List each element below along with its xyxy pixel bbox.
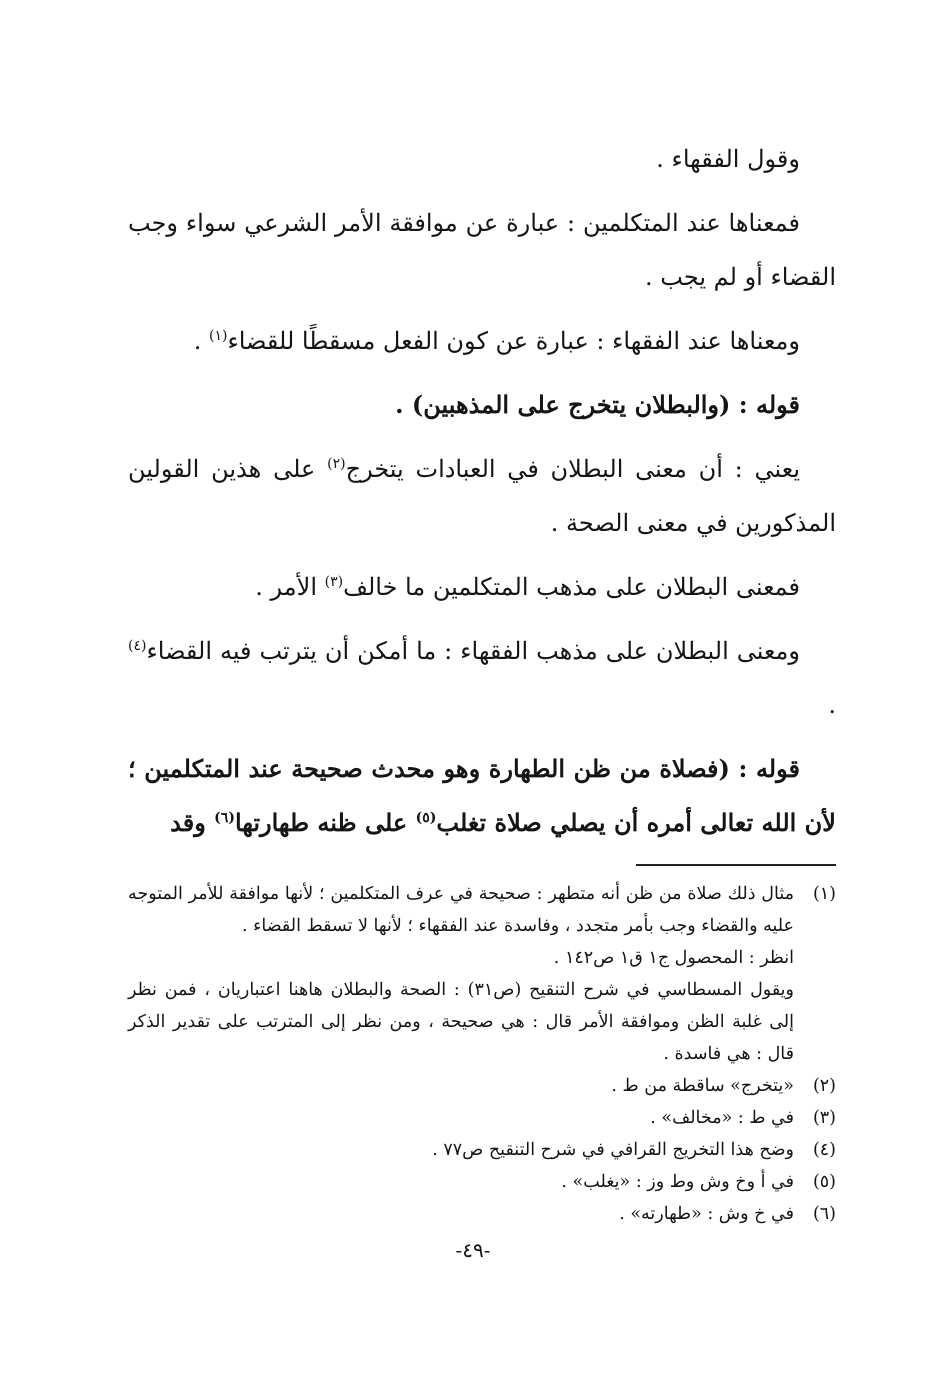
- footnote-text: وضح هذا التخريج القرافي في شرح التنقيح ص٧٧ .: [432, 1140, 794, 1160]
- footnote-text: في أ وخ وش وط وز : «يغلب» .: [561, 1172, 794, 1192]
- quoted-text: (فصلاة من ظن الطهارة وهو محدث صحيحة عند المتكلمين ؛ لأن الله تعالى أمره أن يصلي صلاة تغلب: [128, 754, 836, 837]
- footnote-continuation: ويقول المسطاسي في شرح التنقيح (ص٣١) : الصحة والبطلان هاهنا اعتباريان ، فمن نظر إلى غلبة الظن وموافقة الأمر قال : هي صحيحة ، ومن نظر إلى المترتب على تقدير الذكر قال : هي فاسدة .: [128, 980, 795, 1064]
- paragraph-text: على هذين القولين المذكورين في معنى الصحة .: [128, 455, 836, 537]
- paragraph-text: يعني : أن معنى البطلان في العبادات يتخرج: [345, 455, 801, 483]
- footnote-continuation: انظر : المحصول ج١ ق١ ص١٤٢ .: [553, 948, 794, 968]
- paragraph-text: ومعناها عند الفقهاء : عبارة عن كون الفعل مسقطًا للقضاء: [227, 327, 800, 355]
- paragraph: [128, 378, 836, 432]
- page-number: -٤٩-: [455, 1238, 491, 1262]
- paragraph: [128, 442, 836, 550]
- footnote-text: «يتخرج» ساقطة من ط .: [611, 1076, 794, 1096]
- paragraph-text: .: [828, 691, 836, 719]
- footnote: [128, 878, 836, 942]
- paragraph-text: الأمر .: [255, 573, 325, 601]
- footnote-text: مثال ذلك صلاة من ظن أنه متطهر : صحيحة في عرف المتكلمين ؛ لأنها موافقة للأمر المتوجه عليه والقضاء وجب بأمر متجدد ، وفاسدة عند الفقهاء ؛ لأنها لا تسقط القضاء .: [128, 884, 794, 936]
- footnote-number: (٥): [812, 1172, 836, 1192]
- footnote-separator: [636, 864, 836, 866]
- paragraph: [128, 624, 836, 732]
- paragraph: [128, 196, 836, 304]
- quoted-text: وقد: [170, 808, 215, 837]
- footnote-number: (١): [812, 884, 836, 904]
- main-text: [128, 132, 836, 850]
- footnote-number: (٦): [812, 1204, 836, 1224]
- footnote-marker[interactable]: (٣): [324, 574, 344, 590]
- paragraph: [128, 560, 836, 614]
- footnote-marker[interactable]: (٢): [327, 456, 346, 472]
- book-page: [128, 132, 836, 1312]
- paragraph-text: .: [193, 327, 209, 355]
- footnote-marker[interactable]: (٦): [214, 810, 235, 826]
- paragraph: [128, 742, 836, 850]
- footnote-number: (٣): [812, 1108, 836, 1128]
- quote-label: قوله :: [729, 754, 800, 783]
- footnote-marker[interactable]: (١): [208, 328, 228, 344]
- footnote: [128, 1102, 836, 1134]
- footnote: [128, 1166, 836, 1198]
- footnote-text: في خ وش : «طهارته» .: [619, 1204, 794, 1224]
- paragraph: [128, 132, 836, 186]
- paragraph-text: وقول الفقهاء .: [656, 145, 800, 173]
- paragraph-text: فمعنى البطلان على مذهب المتكلمين ما خالف: [343, 573, 800, 601]
- footnote-number: (٢): [812, 1076, 836, 1096]
- quoted-text: على ظنه طهارتها: [234, 808, 416, 837]
- footnote-text: في ط : «مخالف» .: [650, 1108, 794, 1128]
- footnote: [128, 1198, 836, 1230]
- footnote-marker[interactable]: (٥): [415, 810, 437, 826]
- footnote-number: (٤): [812, 1140, 836, 1160]
- quoted-text: (والبطلان يتخرج على المذهبين) .: [395, 390, 731, 419]
- paragraph: [128, 314, 836, 368]
- paragraph-text: ومعنى البطلان على مذهب الفقهاء : ما أمكن أن يترتب فيه القضاء: [146, 637, 800, 665]
- footnote: [128, 1134, 836, 1166]
- footnotes: [128, 878, 836, 1230]
- quote-label: قوله :: [730, 390, 800, 419]
- paragraph-text: فمعناها عند المتكلمين : عبارة عن موافقة الأمر الشرعي سواء وجب القضاء أو لم يجب .: [128, 209, 836, 291]
- footnote: [128, 1070, 836, 1102]
- footnote-marker[interactable]: (٤): [128, 638, 147, 654]
